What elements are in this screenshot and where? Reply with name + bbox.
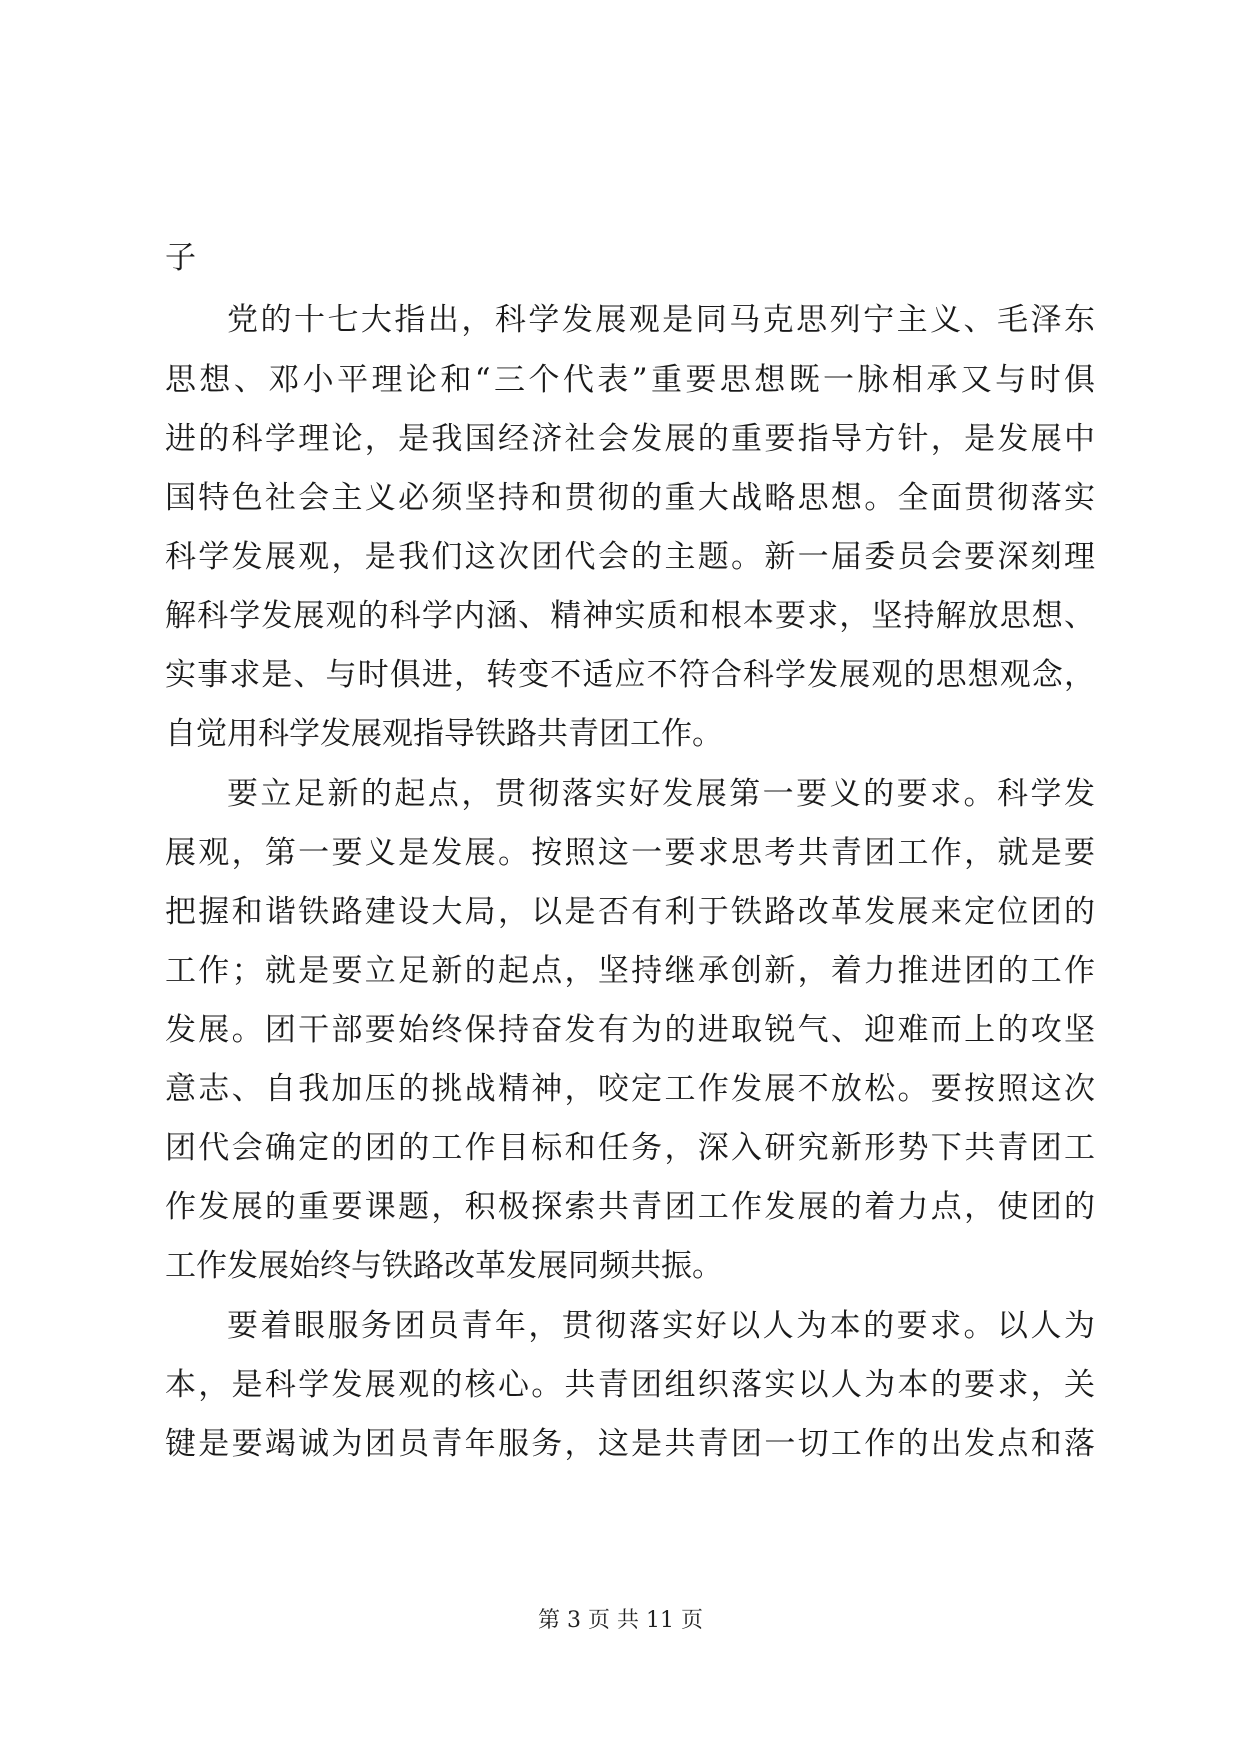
text-line: 工作发展始终与铁路改革发展同频共振。 (165, 1248, 723, 1284)
text-line: 展观，第一要义是发展。按照这一要求思考共青团工作，就是要 (165, 835, 1095, 871)
text-line: 思想、邓小平理论和“三个代表”重要思想既一脉相承又与时俱 (165, 362, 1095, 398)
text-line: 把握和谐铁路建设大局，以是否有利于铁路改革发展来定位团的 (165, 894, 1095, 930)
text-line: 作发展的重要课题，积极探索共青团工作发展的着力点，使团的 (165, 1189, 1095, 1225)
paragraph-start-line: 要立足新的起点，贯彻落实好发展第一要义的要求。科学发 (227, 776, 1095, 812)
text-line: 进的科学理论，是我国经济社会发展的重要指导方针，是发展中 (165, 421, 1095, 457)
text-line: 解科学发展观的科学内涵、精神实质和根本要求，坚持解放思想、 (165, 598, 1095, 634)
text-line: 工作；就是要立足新的起点，坚持继承创新，着力推进团的工作 (165, 953, 1095, 989)
text-line: 团代会确定的团的工作目标和任务，深入研究新形势下共青团工 (165, 1130, 1095, 1166)
paragraph-start-line: 要着眼服务团员青年，贯彻落实好以人为本的要求。以人为 (227, 1308, 1095, 1344)
page-number-footer: 第 3 页 共 11 页 (538, 1608, 703, 1633)
text-line: 国特色社会主义必须坚持和贯彻的重大战略思想。全面贯彻落实 (165, 480, 1095, 516)
paragraph-start-line: 党的十七大指出，科学发展观是同马克思列宁主义、毛泽东 (227, 302, 1095, 338)
text-line: 自觉用科学发展观指导铁路共青团工作。 (165, 716, 723, 752)
text-line: 发展。团干部要始终保持奋发有为的进取锐气、迎难而上的攻坚 (165, 1012, 1095, 1048)
text-line: 科学发展观，是我们这次团代会的主题。新一届委员会要深刻理 (165, 539, 1095, 575)
text-line: 键是要竭诚为团员青年服务，这是共青团一切工作的出发点和落 (165, 1426, 1095, 1462)
text-line: 本，是科学发展观的核心。共青团组织落实以人为本的要求，关 (165, 1367, 1095, 1403)
text-line: 实事求是、与时俱进，转变不适应不符合科学发展观的思想观念， (165, 657, 1095, 693)
text-line: 意志、自我加压的挑战精神，咬定工作发展不放松。要按照这次 (165, 1071, 1095, 1107)
text-line: 子 (165, 240, 196, 276)
